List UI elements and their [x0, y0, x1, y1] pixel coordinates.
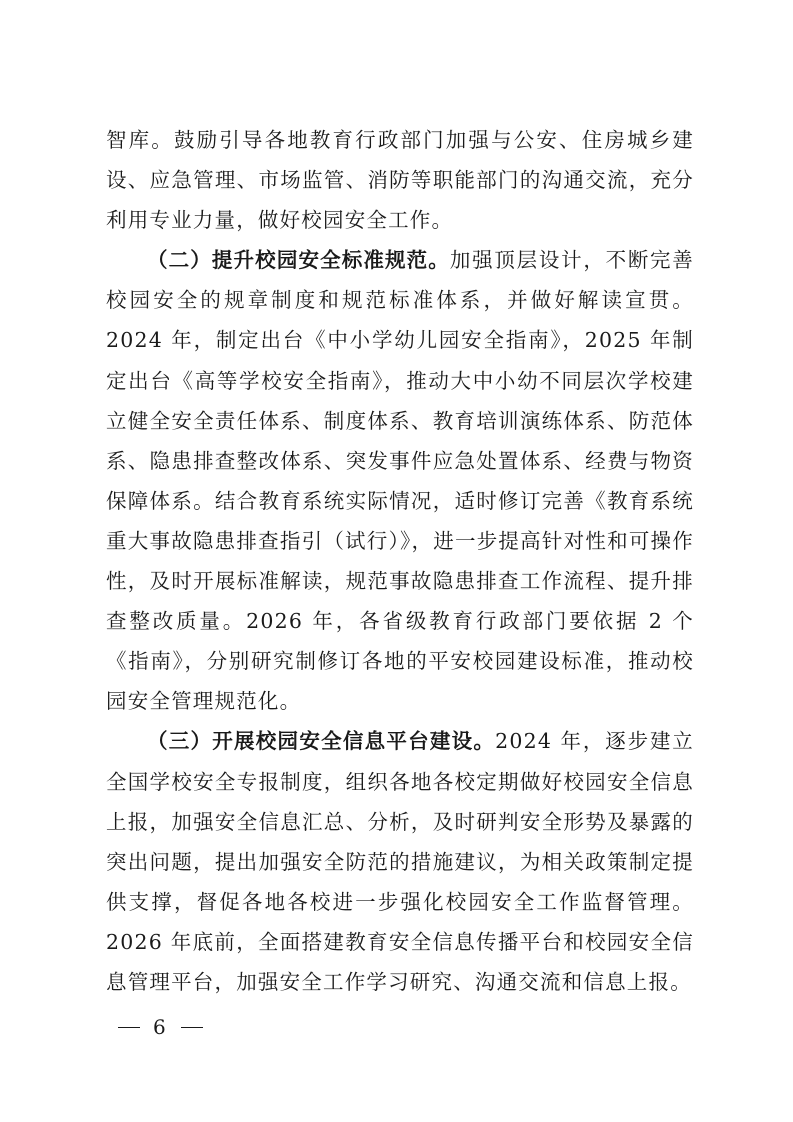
section-heading-3: （三）开展校园安全信息平台建设。: [147, 729, 496, 754]
paragraph-text: 加强顶层设计，不断完善校园安全的规章制度和规范标准体系，并做好解读宣贯。2024 年，制定出台《中小学幼儿园安全指南》，2025 年制定出台《高等学校安全指南》，推动大中小幼不同层次学校建立健全安全责任体系、制度体系、教育培训演练体系、防范体系、隐患排查整改体系、突发事件应急处置体系、经费与物资保障体系。结合教育系统实际情况，适时修订完善《教育系统重大事故隐患排查指引（试行）》，进一步提高针对性和可操作性，及时开展标准解读，规范事故隐患排查工作流程、提升排查整改质量。2026 年，各省级教育行政部门要依据 2 个《指南》，分别研究制修订各地的平安校园建设标准，推动校园安全管理规范化。: [106, 248, 694, 714]
page-number-dash-right: [181, 1027, 203, 1029]
section-heading-2: （二）提升校园安全标准规范。: [147, 248, 450, 273]
page-footer: [118, 1015, 203, 1039]
paragraph-safety-standards: [106, 240, 694, 721]
page-number: 6: [153, 1015, 168, 1039]
paragraph-continuation: [106, 120, 694, 240]
paragraph-text: 2024 年，逐步建立全国学校安全专报制度，组织各地各校定期做好校园安全信息上报，加强安全信息汇总、分析，及时研判安全形势及暴露的突出问题，提出加强安全防范的措施建议，为相关政策制定提供支撑，督促各地各校进一步强化校园安全工作监督管理。2026 年底前，全面搭建教育安全信息传播平台和校园安全信息管理平台，加强安全工作学习研究、沟通交流和信息上报。: [106, 729, 694, 994]
document-body: [106, 120, 694, 1002]
paragraph-info-platform: [106, 721, 694, 1002]
page-number-dash-left: [118, 1027, 140, 1029]
paragraph-text: 智库。鼓励引导各地教育行政部门加强与公安、住房城乡建设、应急管理、市场监管、消防等职能部门的沟通交流，充分利用专业力量，做好校园安全工作。: [106, 128, 694, 233]
